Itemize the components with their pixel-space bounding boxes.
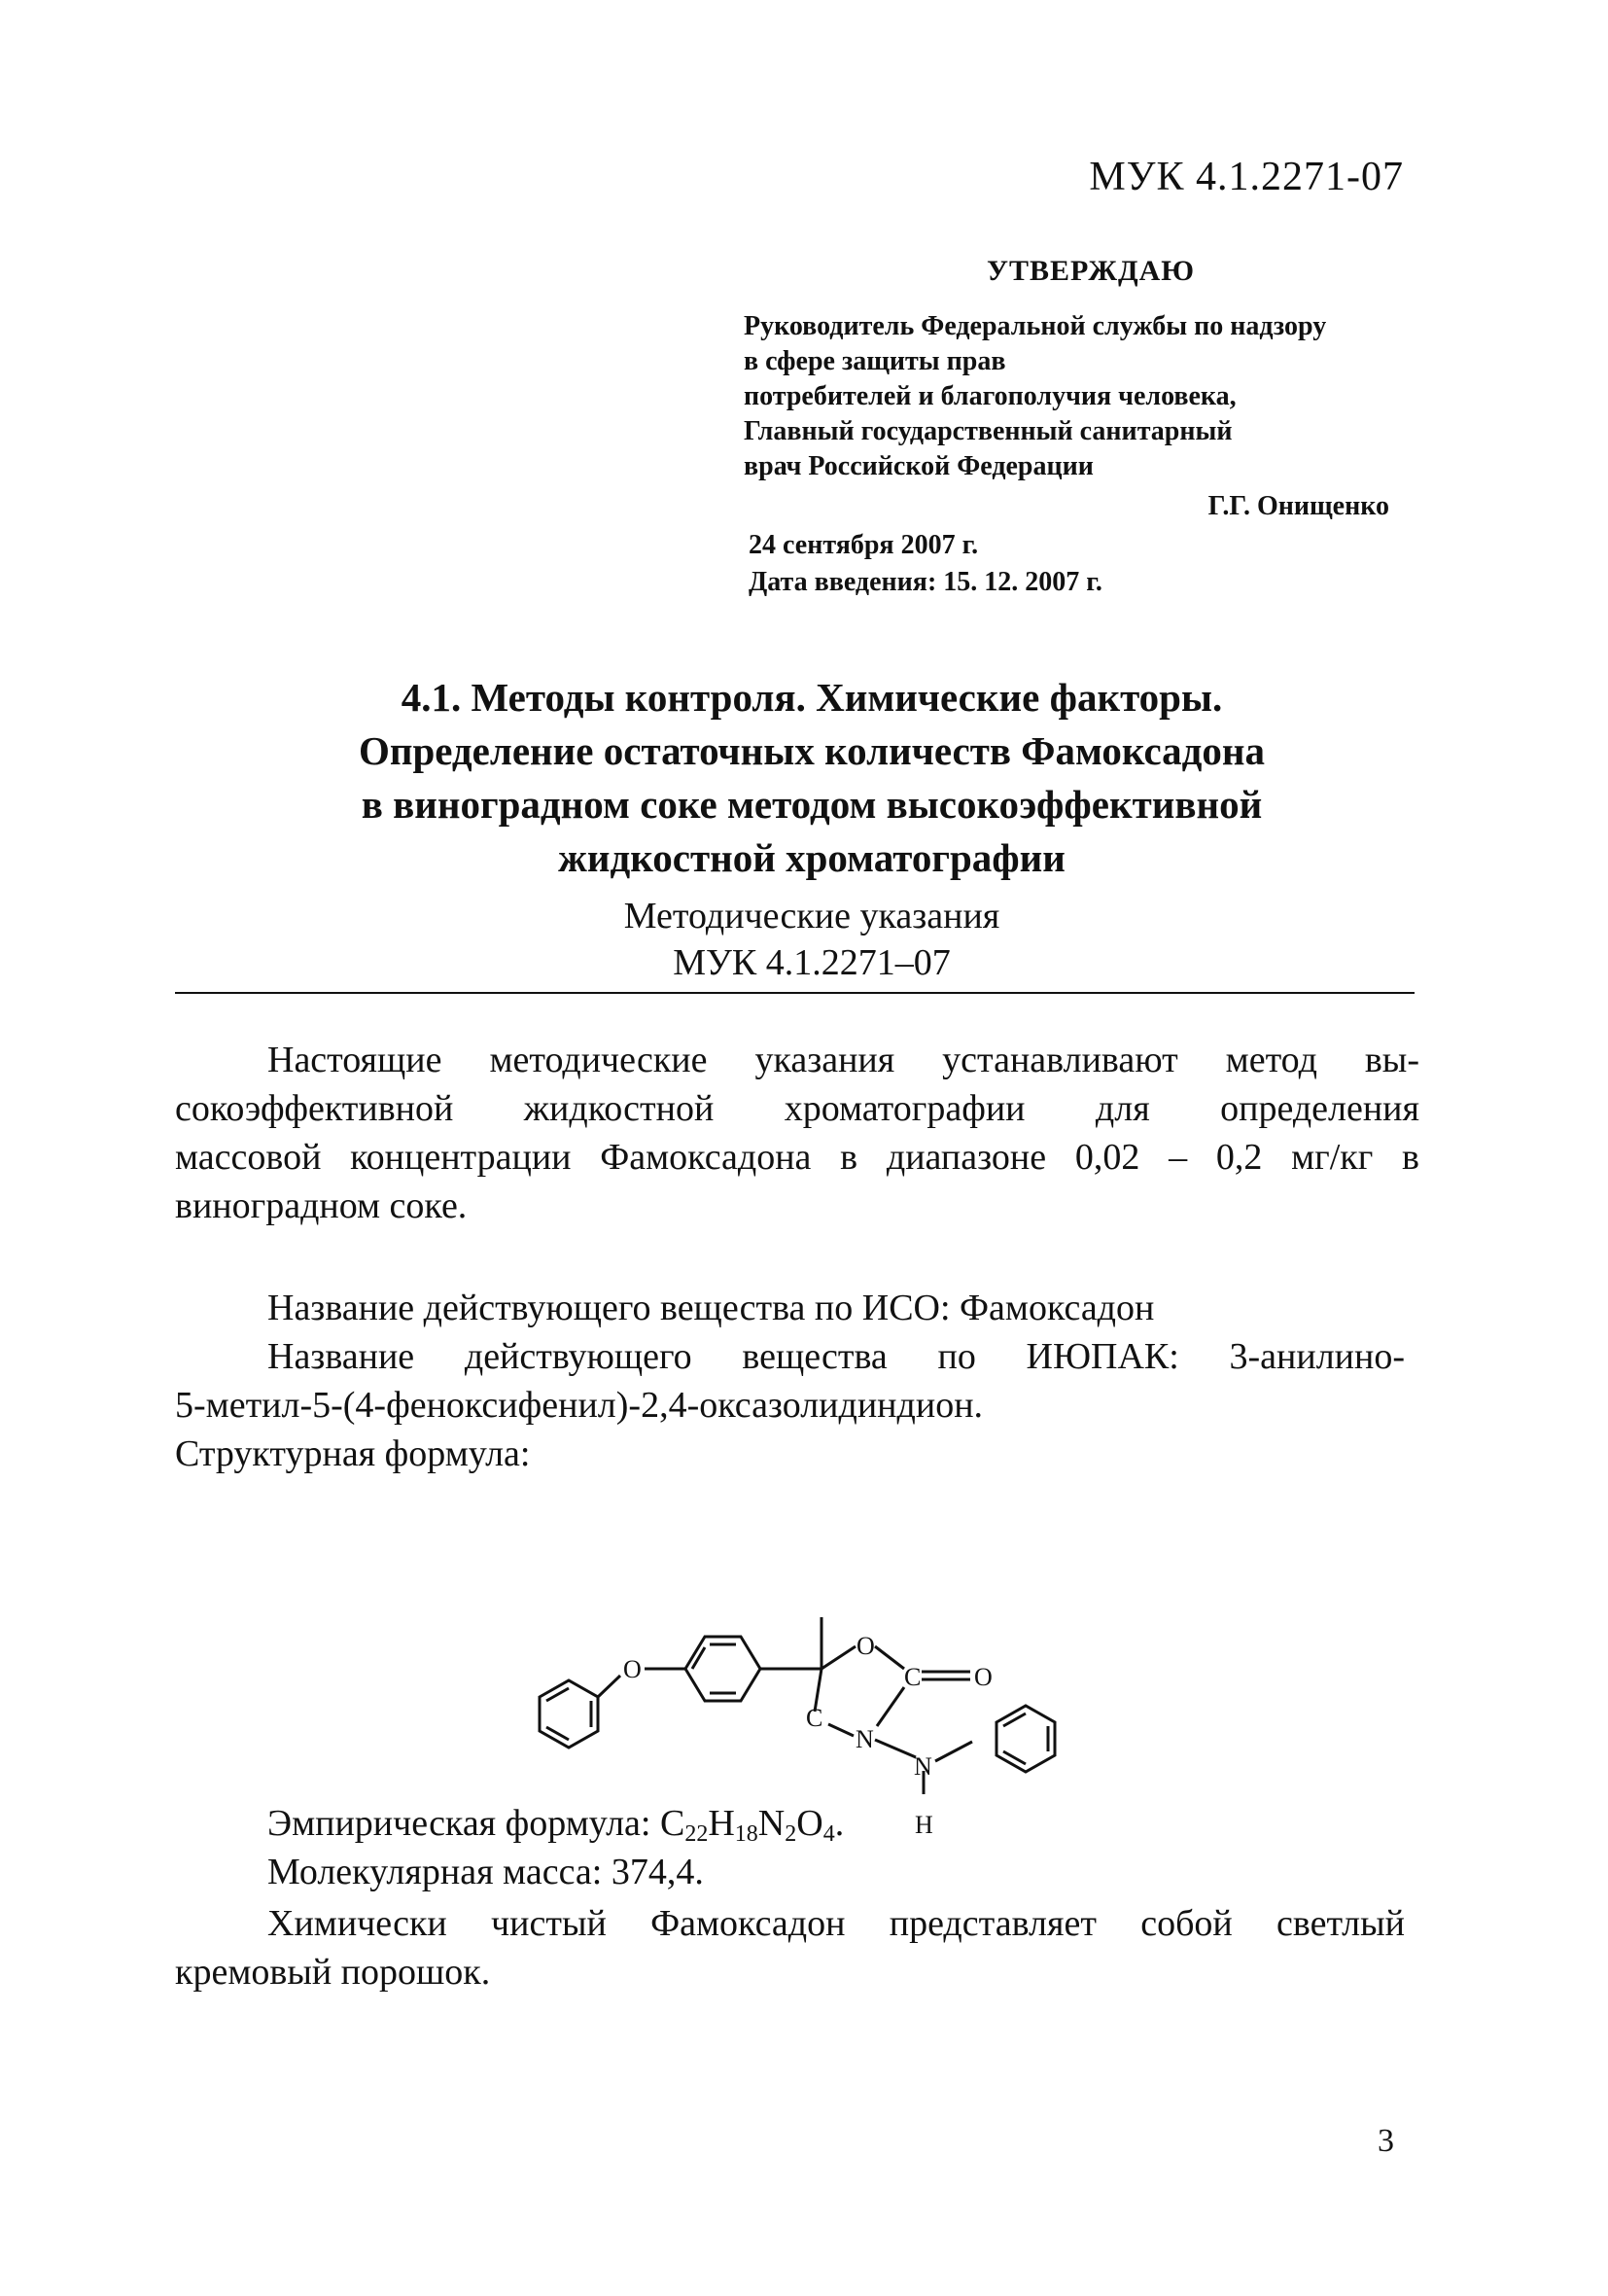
- atom-label: O: [623, 1655, 642, 1683]
- title-line: в винoградном соке методом высокоэффективной: [361, 782, 1263, 827]
- aniline-ring: [996, 1706, 1055, 1772]
- aniline-bond: [935, 1742, 972, 1761]
- introduction-date: Дата введения: 15. 12. 2007 г.: [749, 567, 1102, 597]
- phenylene-ring: [685, 1637, 760, 1701]
- ring-bond: [877, 1687, 904, 1726]
- hydrazide-bond: [875, 1740, 916, 1757]
- approval-heading: УТВЕРЖДАЮ: [987, 255, 1196, 287]
- structural-formula-label: Структурная формула:: [175, 1433, 531, 1474]
- approver-line: Руководитель Федеральной службы по надзору: [744, 311, 1327, 341]
- ring-bond: [828, 1724, 854, 1736]
- approval-date: 24 сентября 2007 г.: [749, 530, 979, 560]
- atom-label: N: [914, 1752, 932, 1781]
- empirical-formula-label: Эмпирическая формула:: [267, 1803, 660, 1844]
- empirical-formula: [267, 1799, 844, 1848]
- paragraph-line: Настоящие методические указания устанавливают метод вы-: [267, 1040, 1419, 1080]
- approver-line: Главный государственный санитарный: [744, 416, 1233, 446]
- approver-line: потребителей и благополучия человека,: [744, 381, 1237, 411]
- ring-double-bond: [692, 1647, 705, 1669]
- atom-label: O: [974, 1663, 993, 1691]
- paragraph-line: кремовый порошок.: [175, 1952, 491, 1993]
- formula-count: 22: [684, 1821, 709, 1847]
- document-code: МУК 4.1.2271-07: [1089, 155, 1404, 199]
- formula-element: O: [796, 1803, 823, 1844]
- title-line: жидкостной хроматографии: [558, 835, 1066, 880]
- paragraph-line: Название действующего вещества по ИЮПАК: 3-анилино-: [267, 1336, 1405, 1377]
- page-number: 3: [1378, 2123, 1394, 2159]
- atom-label: O: [856, 1632, 875, 1660]
- molecular-mass: Молекулярная масса: 374,4.: [267, 1852, 704, 1892]
- appearance-paragraph: [175, 1899, 1405, 1996]
- approver-name: Г.Г. Онищенко: [1207, 491, 1389, 521]
- approver-block: [744, 309, 1424, 484]
- paragraph-line: Химически чистый Фамоксадон представляет собой светлый: [267, 1903, 1405, 1944]
- formula-count: 2: [785, 1821, 797, 1847]
- phenoxy-ring: [540, 1680, 598, 1748]
- intro-paragraph: [175, 1036, 1419, 1230]
- iso-name: Название действующего вещества по ИСО: Фамоксадон: [267, 1288, 1155, 1328]
- approver-line: в сфере защиты прав: [744, 346, 1006, 376]
- formula-element: N: [757, 1803, 786, 1844]
- title-divider: [175, 992, 1415, 994]
- formula-end: .: [834, 1803, 845, 1844]
- document-type: Методические указания: [623, 896, 1000, 936]
- iupac-name: [175, 1332, 1405, 1430]
- formula-count: 4: [822, 1821, 835, 1847]
- ring-bond: [875, 1646, 904, 1669]
- ether-bond: [598, 1676, 620, 1697]
- atom-label: C: [904, 1663, 922, 1691]
- document-type-code: МУК 4.1.2271–07: [673, 942, 951, 983]
- atom-label: N: [856, 1725, 874, 1753]
- ring-bond: [821, 1646, 856, 1669]
- title-line: Определение остаточных количеств Фамоксадона: [358, 728, 1266, 773]
- paragraph-line: виноградном соке.: [175, 1185, 468, 1226]
- structural-formula-diagram: [486, 1493, 1118, 1804]
- approver-line: врач Российской Федерации: [744, 451, 1094, 481]
- atom-label: C: [806, 1704, 823, 1732]
- paragraph-line: сокоэффективной жидкостной хроматографии для определения: [175, 1088, 1419, 1129]
- title-line: 4.1. Методы контроля. Химические факторы.: [401, 675, 1223, 720]
- formula-element: C: [659, 1803, 685, 1844]
- atom-label: H: [915, 1811, 933, 1839]
- formula-count: 18: [734, 1821, 758, 1847]
- paragraph-line: 5-метил-5-(4-феноксифенил)-2,4-оксазолидиндион.: [175, 1385, 984, 1426]
- document-type-block: [175, 893, 1449, 986]
- document-title: [175, 671, 1449, 885]
- formula-element: H: [708, 1803, 735, 1844]
- paragraph-line: массовой концентрации Фамоксадона в диапазоне 0,02 – 0,2 мг/кг в: [175, 1137, 1419, 1178]
